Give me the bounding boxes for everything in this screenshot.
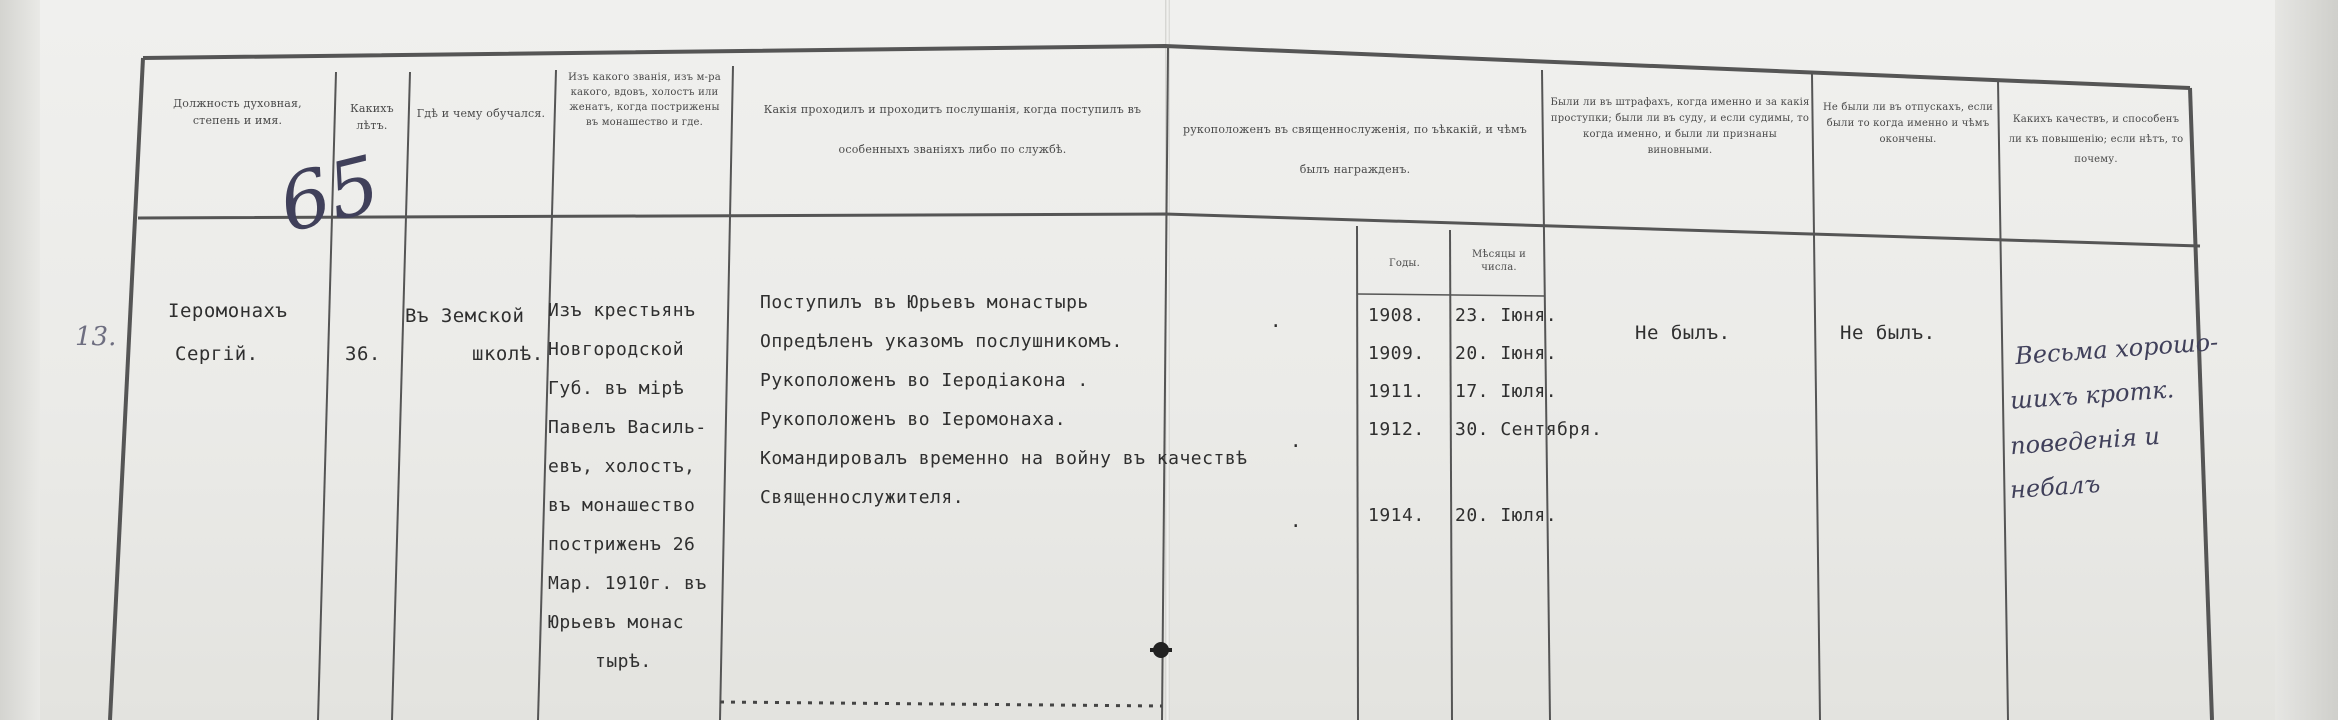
service-line: Рукоположенъ во Іеродіакона . xyxy=(760,370,1089,391)
date-year: 1908. xyxy=(1368,305,1425,326)
header-ordination: рукоположенъ въ священнослуженія, по ъѣкакій, и чѣмъ былъ награжденъ. xyxy=(1183,123,1527,176)
date-month: 30. Сентября. xyxy=(1455,419,1603,440)
service-line: Поступилъ въ Юрьевъ монастырь xyxy=(760,292,1089,313)
record-age: 36. xyxy=(345,343,381,365)
origin-line: постриженъ 26 xyxy=(548,534,696,555)
record-name-line1: Іеромонахъ xyxy=(168,300,288,322)
date-month: 17. Іюля. xyxy=(1455,381,1558,402)
date-year: 1912. xyxy=(1368,419,1425,440)
origin-line: Губ. въ мірѣ xyxy=(548,378,685,399)
record-name-line2: Сергій. xyxy=(175,343,259,365)
date-month: 20. Іюня. xyxy=(1455,343,1558,364)
header-rank-name: Должность духовная, степень и имя. xyxy=(173,97,302,127)
record-leaves: Не былъ. xyxy=(1840,322,1936,344)
header-years: Годы. xyxy=(1389,258,1420,269)
date-year: 1911. xyxy=(1368,381,1425,402)
origin-line: Юрьевъ монас xyxy=(548,612,685,633)
header-penalties: Были ли въ штрафахъ, когда именно и за какія проступки; были ли въ суду, и если судимы, то когда именно, и были ли признаны виновными. xyxy=(1550,97,1810,156)
header-service: Какія проходилъ и проходитъ послушанія, когда поступилъ въ особенныхъ званіяхъ либо по службѣ. xyxy=(763,103,1142,156)
record-education-line2: школѣ. xyxy=(472,343,544,365)
handwritten-page-number: 65 xyxy=(270,139,389,251)
service-line: Священнослужителя. xyxy=(760,487,965,508)
header-origin: Изъ какого званія, изъ м-ра какого, вдовъ, холостъ или женатъ, когда пострижены въ монашество и где. xyxy=(568,72,721,128)
qualities-line: поведенія и xyxy=(2009,421,2161,461)
service-dots: . xyxy=(1290,510,1302,532)
header-months: Мѣсяцы и числа. xyxy=(1471,249,1526,273)
qualities-line: Весьма хорошо- xyxy=(2014,327,2220,371)
service-dots: . xyxy=(1270,310,1282,332)
origin-line: Новгородской xyxy=(548,339,685,360)
header-leaves: Не были ли въ отпускахъ, если были то когда именно и чѣмъ окончены. xyxy=(1823,102,1993,145)
record-penalties: Не былъ. xyxy=(1635,322,1731,344)
origin-line: евъ, холостъ, xyxy=(548,456,696,477)
record-number: 13. xyxy=(75,322,117,352)
service-line: Командировалъ временно на войну въ качествѣ xyxy=(760,448,1248,469)
origin-line: Павелъ Василь- xyxy=(548,417,707,438)
service-line: Рукоположенъ во Іеромонаха. xyxy=(760,409,1067,430)
date-year: 1909. xyxy=(1368,343,1425,364)
service-line: Опредѣленъ указомъ послушникомъ. xyxy=(760,331,1123,352)
origin-line: въ монашество xyxy=(548,495,696,516)
header-education: Гдѣ и чему обучался. xyxy=(416,107,546,120)
record-education-line1: Въ Земской xyxy=(405,305,525,327)
origin-line: тырѣ. xyxy=(595,651,652,672)
qualities-line: небалъ xyxy=(2009,469,2102,505)
header-age: Какихъ лѣтъ. xyxy=(350,102,394,132)
date-month: 20. Іюля. xyxy=(1455,505,1558,526)
header-qualities: Какихъ качествъ, и способенъ ли къ повышенію; если нѣтъ, то почему. xyxy=(2008,114,2184,165)
origin-line: Изъ крестьянъ xyxy=(548,300,696,321)
date-year: 1914. xyxy=(1368,505,1425,526)
qualities-line: шихъ кротк. xyxy=(2009,375,2175,415)
service-dots: . xyxy=(1290,430,1302,452)
origin-line: Мар. 1910г. въ xyxy=(548,573,707,594)
date-month: 23. Іюня. xyxy=(1455,305,1558,326)
